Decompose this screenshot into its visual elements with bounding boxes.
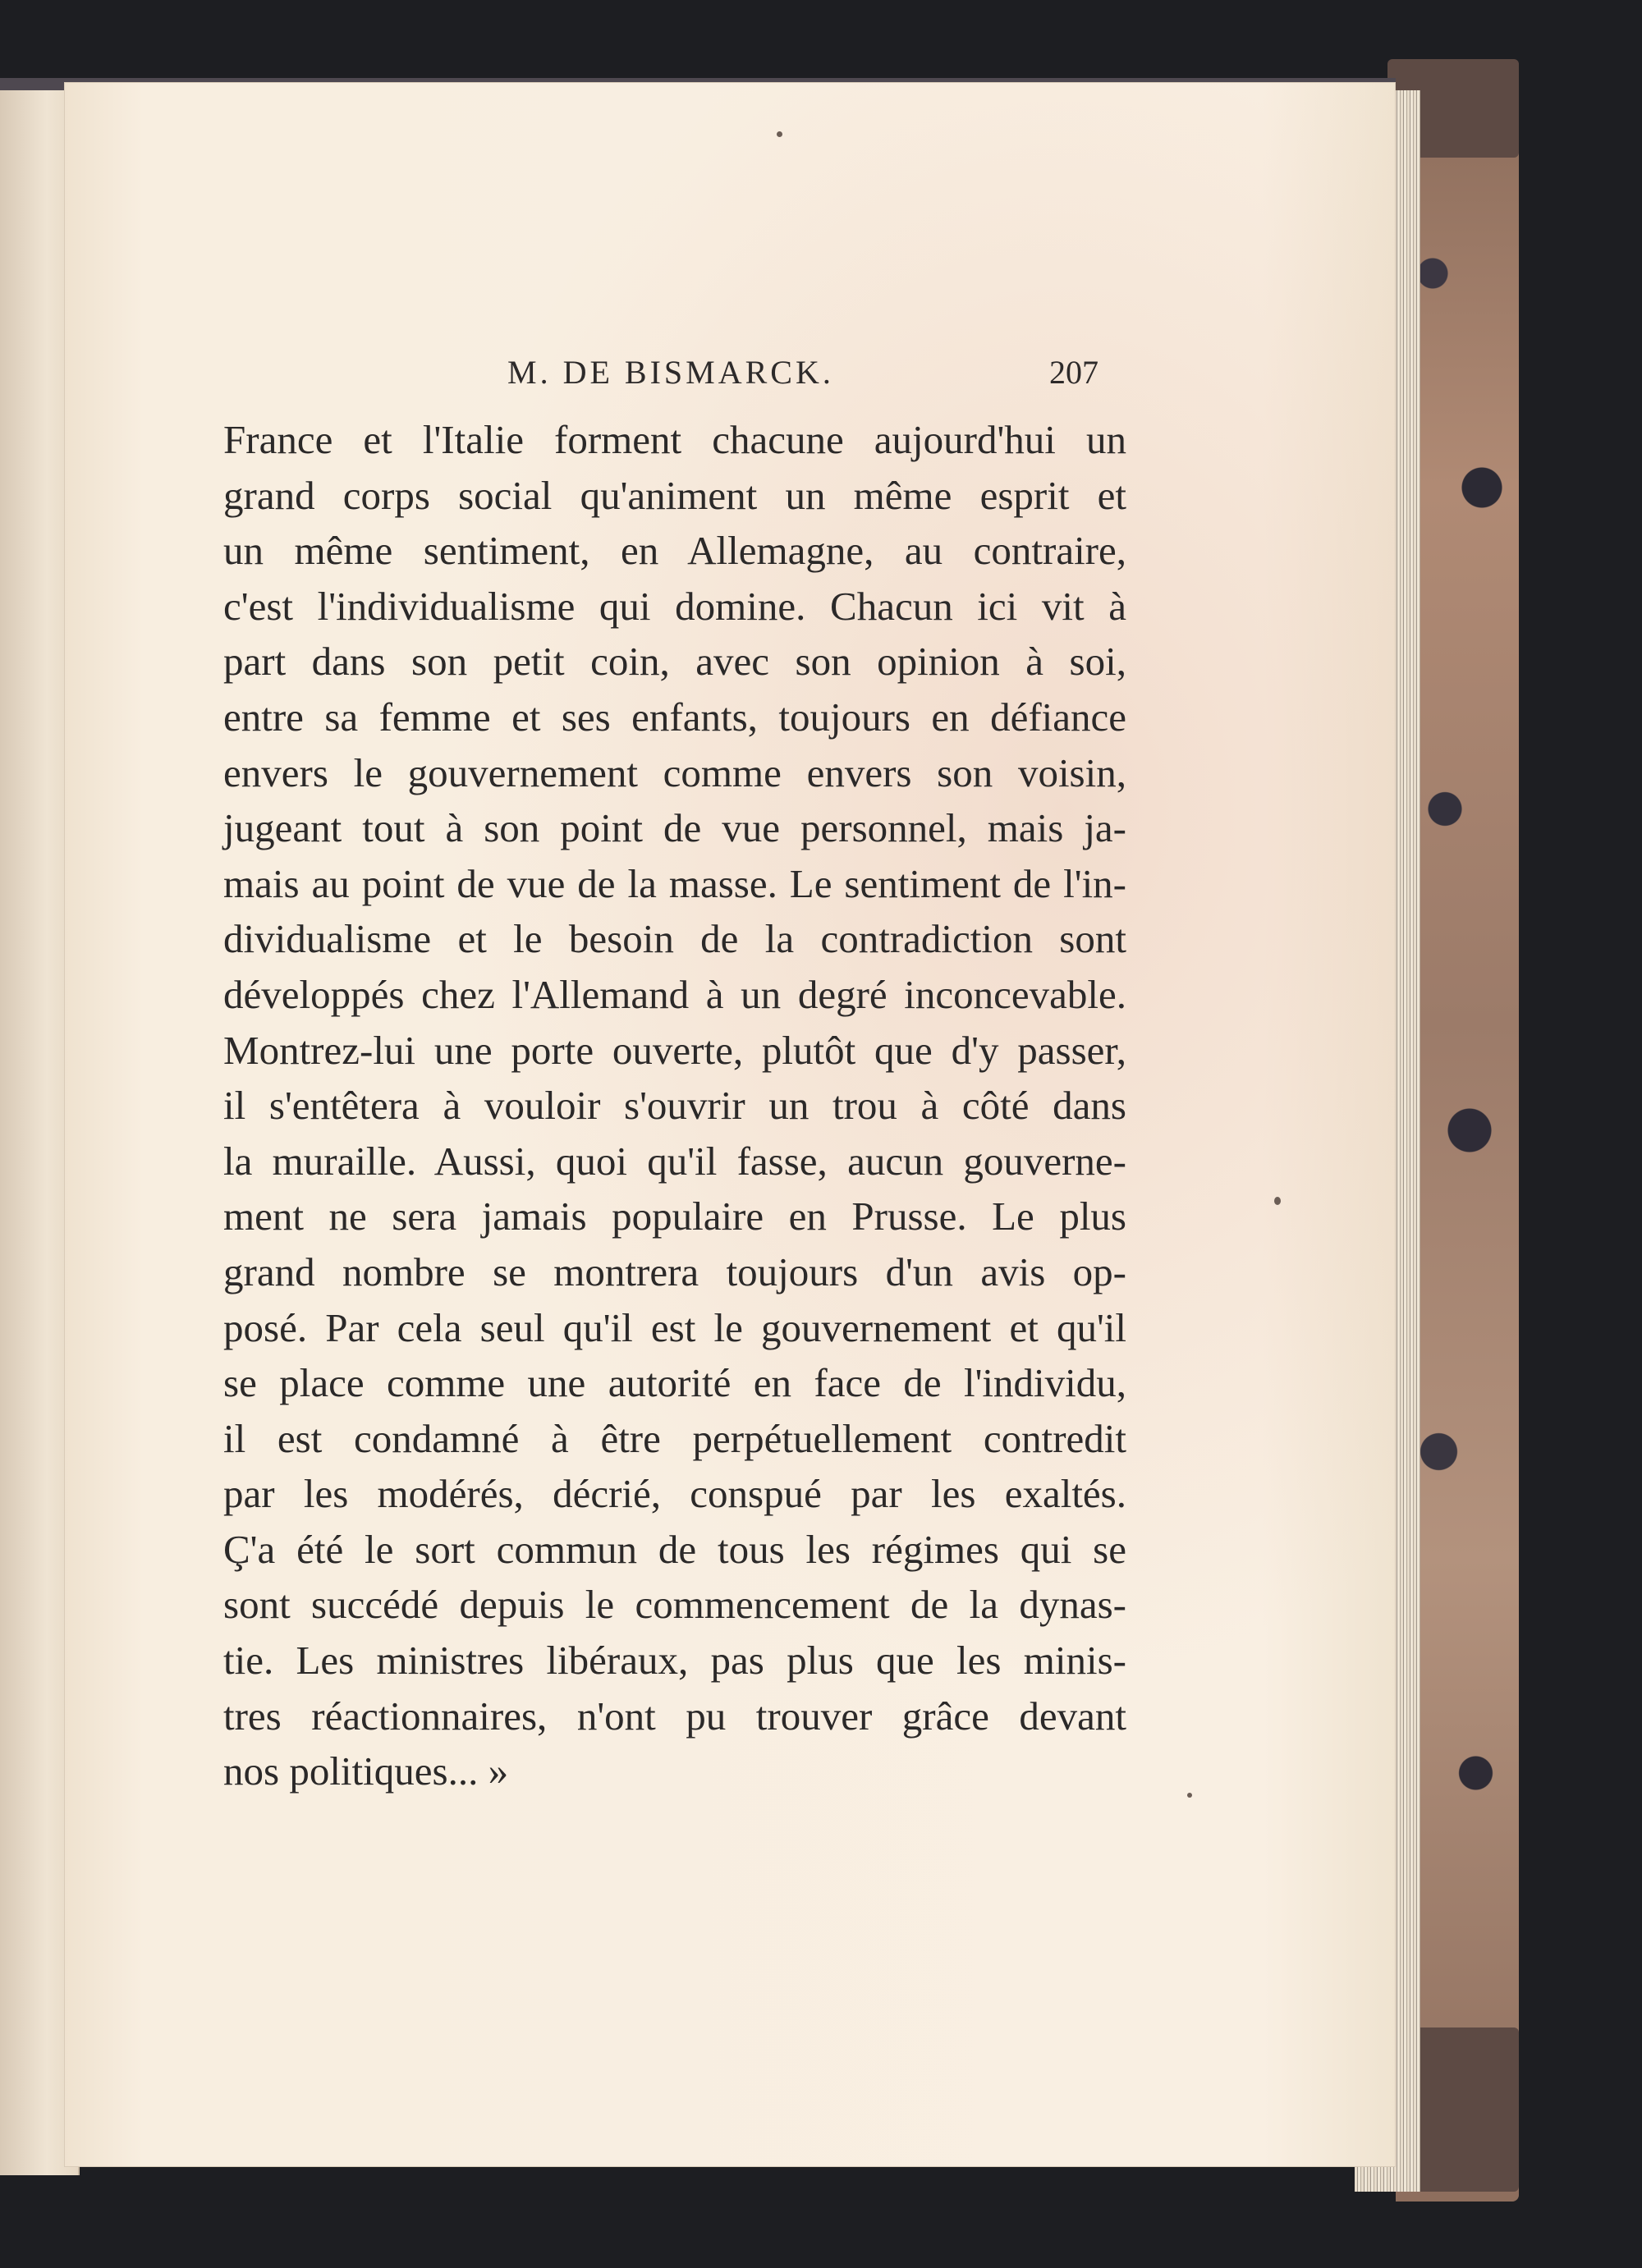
text-line: il s'entêtera à vouloir s'ouvrir un trou à côté dans (223, 1083, 1126, 1129)
text-line: tres réactionnaires, n'ont pu trouver grâce devant (223, 1693, 1126, 1739)
text-line: Ç'a été le sort commun de tous les régimes qui se (223, 1526, 1126, 1572)
text-line: c'est l'individualisme qui domine. Chacun ici vit à (223, 583, 1126, 629)
text-line: jugeant tout à son point de vue personnel, mais ja- (223, 805, 1126, 851)
text-line: par les modérés, décrié, conspué par les exaltés. (223, 1471, 1126, 1517)
text-line: il est condamné à être perpétuellement contredit (223, 1415, 1126, 1461)
text-line: envers le gouvernement comme envers son voisin, (223, 749, 1126, 795)
text-line: part dans son petit coin, avec son opinion à soi, (223, 639, 1126, 685)
text-line: Montrez-lui une porte ouverte, plutôt que d'y passer, (223, 1027, 1126, 1073)
paper-speck (1187, 1793, 1192, 1798)
body-text (223, 412, 1126, 1799)
text-line: dividualisme et le besoin de la contradiction sont (223, 916, 1126, 962)
text-line: grand corps social qu'animent un même esprit et (223, 472, 1126, 518)
running-head-title: M. DE BISMARCK. (507, 354, 834, 391)
text-line: grand nombre se montrera toujours d'un avis op- (223, 1249, 1126, 1294)
text-line: ment ne sera jamais populaire en Prusse. Le plus (223, 1194, 1126, 1239)
text-line: mais au point de vue de la masse. Le sentiment de l'in- (223, 860, 1126, 906)
text-line: sont succédé depuis le commencement de la dynas- (223, 1582, 1126, 1628)
text-line: la muraille. Aussi, quoi qu'il fasse, aucun gouverne- (223, 1138, 1126, 1184)
text-line: tie. Les ministres libéraux, pas plus que les minis- (223, 1638, 1126, 1684)
text-line: posé. Par cela seul qu'il est le gouvernement et qu'il (223, 1304, 1126, 1350)
text-line: se place comme une autorité en face de l'individu, (223, 1360, 1126, 1406)
page-number: 207 (1049, 354, 1098, 391)
paper-speck (777, 131, 782, 137)
running-head (228, 353, 1098, 402)
text-line: France et l'Italie forment chacune aujourd'hui un (223, 417, 1126, 462)
text-line: développés chez l'Allemand à un degré inconcevable. (223, 971, 1126, 1017)
text-line: nos politiques... » (223, 1748, 509, 1794)
text-line: entre sa femme et ses enfants, toujours en défiance (223, 694, 1126, 740)
paper-speck (1274, 1197, 1281, 1205)
text-line: un même sentiment, en Allemagne, au contraire, (223, 528, 1126, 574)
